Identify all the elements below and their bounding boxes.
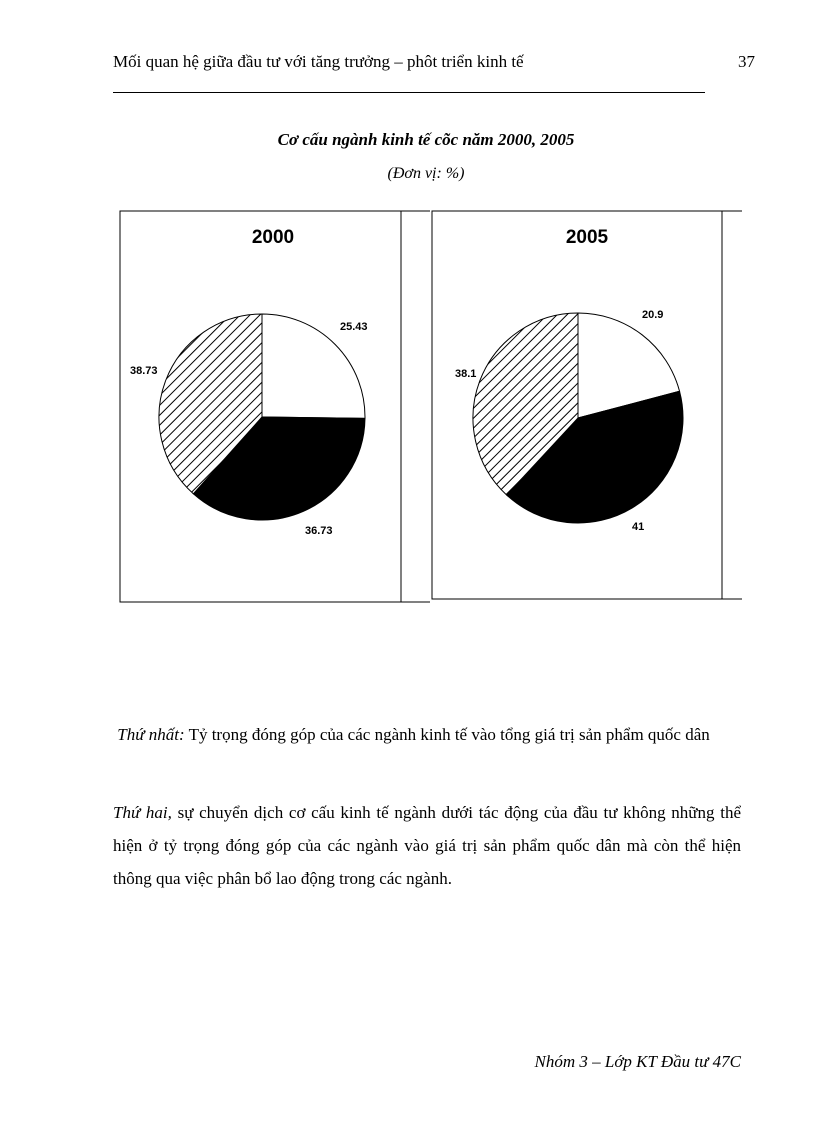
slice-label: 25.43 bbox=[340, 321, 368, 333]
slice-label: 41 bbox=[632, 521, 645, 533]
page-footer: Nhóm 3 – Lớp KT Đầu tư 47C bbox=[534, 1052, 741, 1071]
paragraph-text: Tỷ trọng đóng góp của các ngành kinh tế vào tổng giá trị sản phẩm quốc dân bbox=[184, 725, 710, 744]
paragraph-lead: Thứ nhất: bbox=[117, 725, 185, 744]
paragraph-lead: Thứ hai, bbox=[113, 803, 172, 822]
figure-title: Cơ cấu ngành kinh tế cõc năm 2000, 2005 bbox=[277, 130, 575, 149]
slice-label: 20.9 bbox=[642, 309, 664, 321]
chart-title-2000: 2000 bbox=[251, 227, 295, 248]
slice-label: 36.73 bbox=[305, 525, 333, 537]
paragraph-first bbox=[113, 718, 741, 751]
chart-panel-2005 bbox=[432, 211, 742, 599]
chart-panel-2000 bbox=[120, 211, 430, 602]
paragraph-text: sự chuyển dịch cơ cấu kinh tế ngành dưới tác động của đầu tư không những thể hiện ở tỷ trọng đóng góp của các ngành vào giá trị sản phẩm quốc dân mà còn thể hiện thông qua việc phân bổ lao động trong các ngành. bbox=[113, 803, 741, 888]
page-number: 37 bbox=[738, 52, 755, 71]
page-header-title: Mối quan hệ giữa đầu tư với tăng trưởng – phôt triển kinh tế bbox=[113, 52, 524, 71]
figure-unit: (Đơn vị: %) bbox=[387, 165, 465, 182]
slice-label: 38.73 bbox=[130, 365, 158, 377]
chart-title-2005: 2005 bbox=[565, 227, 609, 248]
slice-label: 38.1 bbox=[455, 368, 477, 380]
paragraph-second bbox=[113, 796, 741, 895]
